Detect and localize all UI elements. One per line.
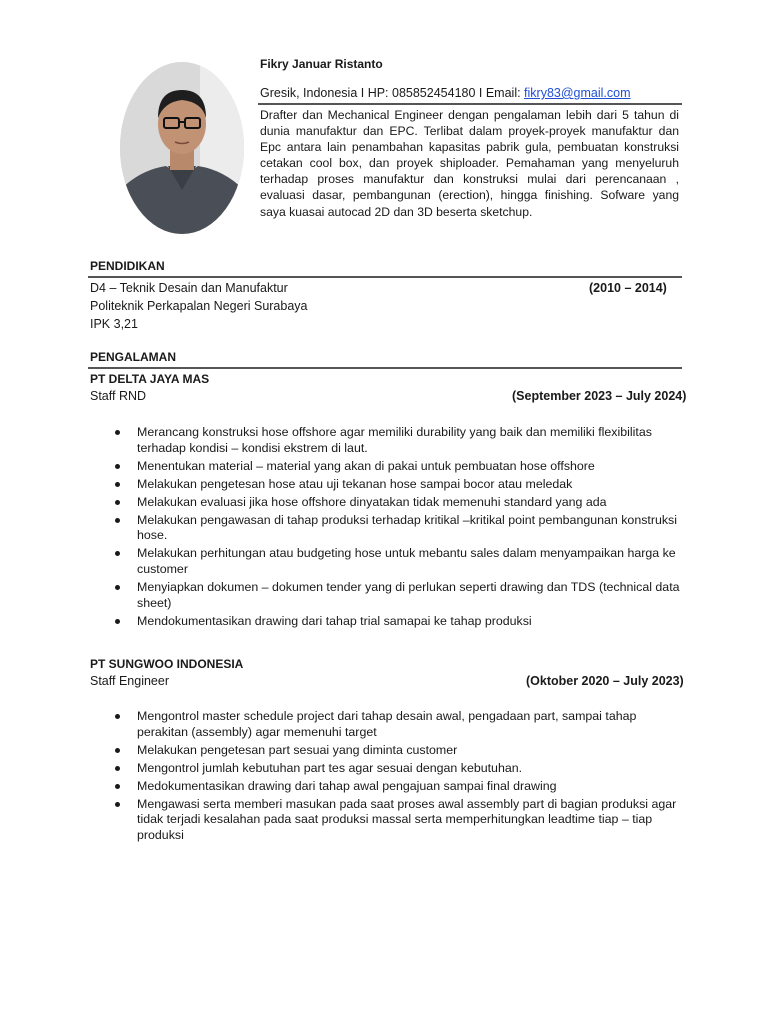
email-link[interactable]: fikry83@gmail.com (524, 86, 631, 100)
job-duties-list (112, 709, 680, 846)
list-item (112, 459, 680, 475)
list-item (112, 477, 680, 493)
education-school: Politeknik Perkapalan Negeri Surabaya (90, 299, 308, 313)
education-divider (88, 276, 682, 278)
duty-text: Mengawasi serta memberi masukan pada saat proses awal assembly part di bagian produksi agar tidak terjadi kesalahan pada saat produksi massal serta memperhitungkan leadtime tiap – tiap produksi (137, 796, 677, 842)
job-role: Staff Engineer (90, 674, 169, 688)
education-period: (2010 – 2014) (589, 281, 667, 295)
company-name: PT SUNGWOO INDONESIA (90, 657, 244, 671)
list-item (112, 495, 680, 511)
duty-text: Menyiapkan dokumen – dokumen tender yang di perlukan seperti drawing dan TDS (technical data sheet) (137, 580, 680, 610)
education-heading: PENDIDIKAN (90, 259, 165, 273)
duty-text: Mengontrol master schedule project dari tahap desain awal, pengadaan part, sampai tahap perakitan (assembly) agar memenuhi target (137, 709, 637, 739)
contact-info: Gresik, Indonesia I HP: 085852454180 I Email: (260, 86, 525, 100)
education-degree: D4 – Teknik Desain dan Manufaktur (90, 281, 288, 295)
duty-text: Melakukan perhitungan atau budgeting hose untuk mebantu sales dalam menyampaikan harga ke customer (137, 546, 676, 576)
job-duties-list (112, 425, 680, 632)
list-item (112, 513, 680, 544)
list-item (112, 580, 680, 611)
profile-summary: Drafter dan Mechanical Engineer dengan pengalaman lebih dari 5 tahun di dunia manufaktur dan EPC. Terlibat dalam proyek-proyek manufaktur dan Epc antara lain penambahan kapasitas pabrik gula, pembuatan konstruksi cetakan cool box, dan proyek shiploader. Pemahaman yang menyeluruh terhadap proses manufaktur dan konstruksi mulai dari perencanaan , evaluasi dasar, pembangunan (erection), hingga finishing. Sofware yang saya kuasai autocad 2D dan 3D beserta sketchup. (260, 108, 679, 219)
duty-text: Medokumentasikan drawing dari tahap awal pengajuan sampai final drawing (137, 778, 557, 793)
list-item (112, 797, 680, 844)
profile-photo (120, 62, 244, 234)
duty-text: Melakukan evaluasi jika hose offshore dinyatakan tidak memenuhi standard yang ada (137, 494, 607, 509)
list-item (112, 709, 680, 740)
job-period: (September 2023 – July 2024) (512, 389, 687, 403)
duty-text: Mengontrol jumlah kebutuhan part tes agar sesuai dengan kebutuhan. (137, 760, 523, 775)
header-divider (258, 103, 682, 105)
list-item (112, 614, 680, 630)
job-role: Staff RND (90, 389, 147, 403)
list-item (112, 425, 680, 456)
duty-text: Merancang konstruksi hose offshore agar memiliki durability yang baik dan memiliki flexibilitas terhadap kondisi – kondisi ekstrem di laut. (137, 425, 652, 455)
list-item (112, 743, 680, 759)
education-gpa: IPK 3,21 (90, 317, 138, 331)
person-portrait-icon (120, 62, 244, 234)
company-name: PT DELTA JAYA MAS (90, 372, 210, 386)
list-item (112, 761, 680, 777)
list-item (112, 546, 680, 577)
experience-divider (88, 367, 682, 369)
duty-text: Melakukan pengetesan hose atau uji tekanan hose sampai bocor atau meledak (137, 476, 573, 491)
job-period: (Oktober 2020 – July 2023) (526, 674, 684, 688)
duty-text: Melakukan pengawasan di tahap produksi terhadap kritikal –kritikal point pembangunan konstruksi hose. (137, 512, 678, 543)
duty-text: Menentukan material – material yang akan di pakai untuk pembuatan hose offshore (137, 458, 595, 473)
duty-text: Melakukan pengetesan part sesuai yang diminta customer (137, 742, 458, 757)
experience-heading: PENGALAMAN (90, 350, 176, 364)
candidate-name: Fikry Januar Ristanto (260, 57, 383, 71)
duty-text: Mendokumentasikan drawing dari tahap trial samapai ke tahap produksi (137, 613, 532, 628)
list-item (112, 779, 680, 795)
contact-line (260, 86, 631, 100)
